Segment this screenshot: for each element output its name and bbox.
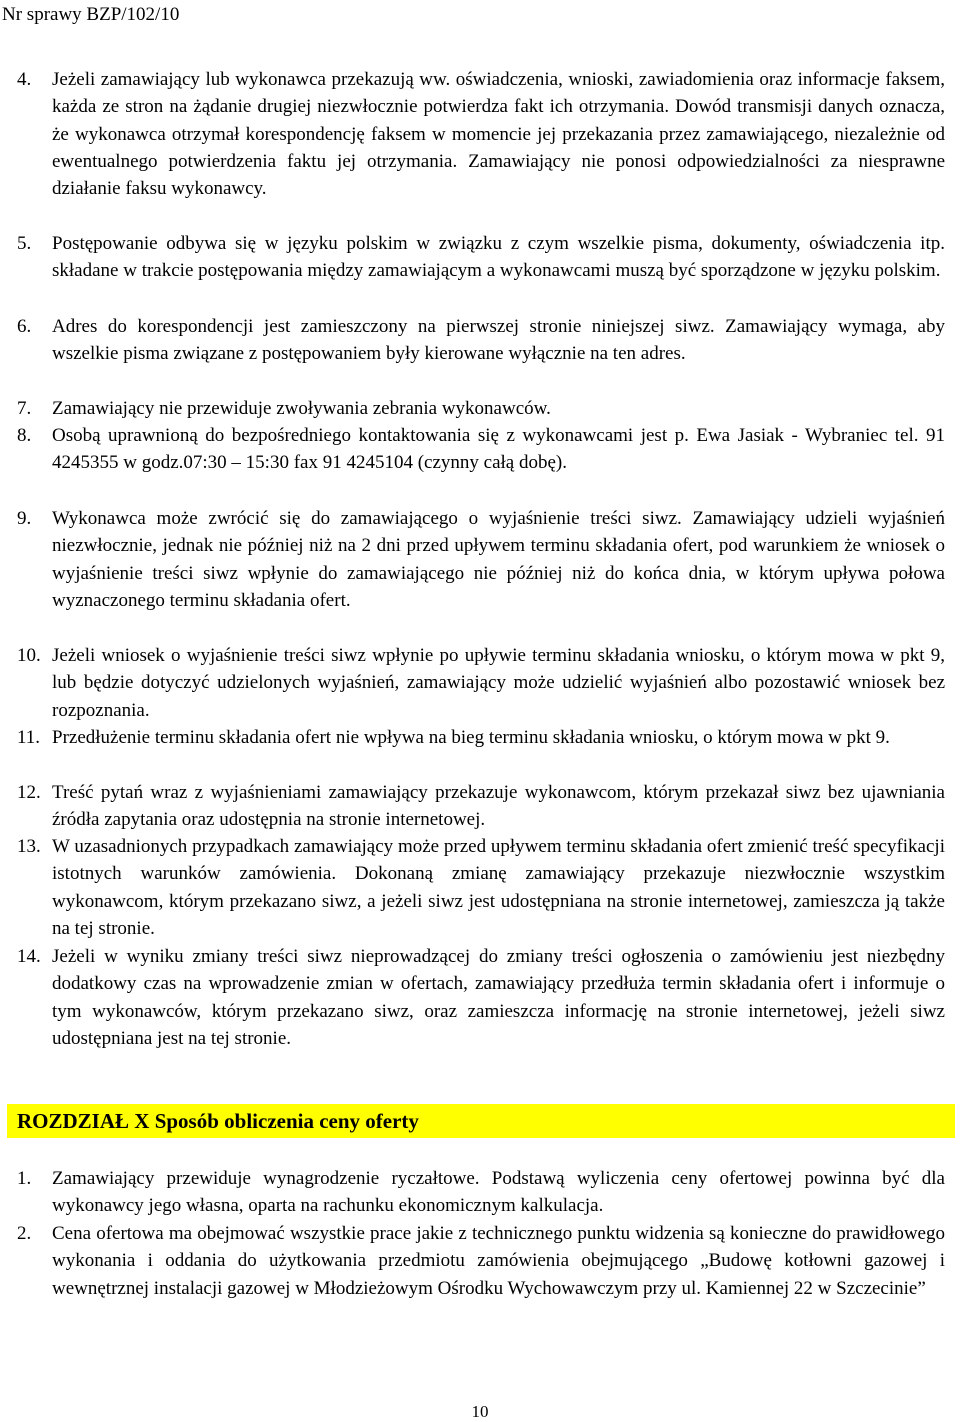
case-number-header: Nr sprawy BZP/102/10 <box>2 4 180 25</box>
item-text: Wykonawca może zwrócić się do zamawiającego o wyjaśnienie treści siwz. Zamawiający udzieli wyjaśnień niezwłocznie, jednak nie później niż na 2 dni przed upływem terminu składania ofert, pod warunkiem że wniosek o wyjaśnienie treści siwz wpłynie do zamawiającego nie później niż do końca dnia, w którym upływa połowa wyznaczonego terminu składania ofert. <box>52 508 945 611</box>
section-title: ROZDZIAŁ X Sposób obliczenia ceny oferty <box>17 1109 419 1133</box>
item-text: Jeżeli zamawiający lub wykonawca przekazują ww. oświadczenia, wnioski, zawiadomienia oraz informacje faksem, każda ze stron na żądanie drugiej niezwłocznie potwierdza fakt ich otrzymania. Dowód transmisji danych oznacza, że wykonawca otrzymał korespondencję faksem w momencie jej przekazania przez zamawiającego, niezależnie od ewentualnego potwierdzenia faktu jej otrzymania. Zamawiający nie ponosi odpowiedzialności za niesprawne działanie faksu wykonawcy. <box>52 69 945 200</box>
item-number: 4. <box>17 69 32 90</box>
item-number: 6. <box>17 316 32 337</box>
item-text: Zamawiający nie przewiduje zwoływania zebrania wykonawców. <box>52 398 551 419</box>
item-number: 5. <box>17 233 32 254</box>
item-number: 11. <box>17 727 41 748</box>
item-number: 2. <box>17 1223 32 1244</box>
item-number: 7. <box>17 398 32 419</box>
item-text: Jeżeli w wyniku zmiany treści siwz nieprowadzącej do zmiany treści ogłoszenia o zamówieniu jest niezbędny dodatkowy czas na wprowadzenie zmian w ofertach, zamawiający przedłuża termin składania ofert i informuje o tym wykonawców, którym przekazano siwz, oraz zamieszcza informację na stronie internetowej, jeżeli siwz udostępniana jest na tej stronie. <box>52 946 945 1049</box>
item-number: 1. <box>17 1168 32 1189</box>
item-number: 8. <box>17 425 32 446</box>
section-heading-highlight <box>7 1104 955 1138</box>
item-number: 10. <box>17 645 41 666</box>
item-number: 14. <box>17 946 41 967</box>
item-number: 12. <box>17 782 41 803</box>
item-text: W uzasadnionych przypadkach zamawiający może przed upływem terminu składania ofert zmienić treść specyfikacji istotnych warunków zamówienia. Dokonaną zmianę zamawiający przekazuje niezwłocznie wszystkim wykonawcom, którym przekazano siwz, a jeżeli siwz jest udostępniana na stronie internetowej, zamieszcza ją także na tej stronie. <box>52 836 945 939</box>
item-text: Adres do korespondencji jest zamieszczony na pierwszej stronie niniejszej siwz. Zamawiający wymaga, aby wszelkie pisma związane z postępowaniem były kierowane wyłącznie na ten adres. <box>52 316 945 365</box>
item-text: Osobą uprawnioną do bezpośredniego kontaktowania się z wykonawcami jest p. Ewa Jasiak - Wybraniec tel. 91 4245355 w godz.07:30 – 15:30 fax 91 4245104 (czynny całą dobę). <box>52 425 945 474</box>
item-text: Postępowanie odbywa się w języku polskim w związku z czym wszelkie pisma, dokumenty, oświadczenia itp. składane w trakcie postępowania między zamawiającym a wykonawcami muszą być sporządzone w języku polskim. <box>52 233 945 282</box>
item-text: Jeżeli wniosek o wyjaśnienie treści siwz wpłynie po upływie terminu składania wniosku, o którym mowa w pkt 9, lub będzie dotyczyć udzielonych wyjaśnień, zamawiający może udzielić wyjaśnień albo pozostawić wniosek bez rozpoznania. <box>52 645 945 721</box>
item-number: 9. <box>17 508 32 529</box>
item-text: Zamawiający przewiduje wynagrodzenie ryczałtowe. Podstawą wyliczenia ceny ofertowej powinna być dla wykonawcy jego własna, oparta na rachunku ekonomicznym kalkulacja. <box>52 1168 945 1217</box>
item-number: 13. <box>17 836 41 857</box>
item-text: Treść pytań wraz z wyjaśnieniami zamawiający przekazuje wykonawcom, którym przekazał siwz bez ujawniania źródła zapytania oraz udostępnia na stronie internetowej. <box>52 782 945 831</box>
item-text: Cena ofertowa ma obejmować wszystkie prace jakie z technicznego punktu widzenia są konieczne do prawidłowego wykonania i oddania do użytkowania przedmiotu zamówienia obejmującego „Budowę kotłowni gazowej i wewnętrznej instalacji gazowej w Młodzieżowym Ośrodku Wychowawczym przy ul. Kamiennej 22 w Szczecinie” <box>52 1223 945 1299</box>
item-text: Przedłużenie terminu składania ofert nie wpływa na bieg terminu składania wniosku, o którym mowa w pkt 9. <box>52 727 890 748</box>
page-number: 10 <box>471 1402 489 1421</box>
